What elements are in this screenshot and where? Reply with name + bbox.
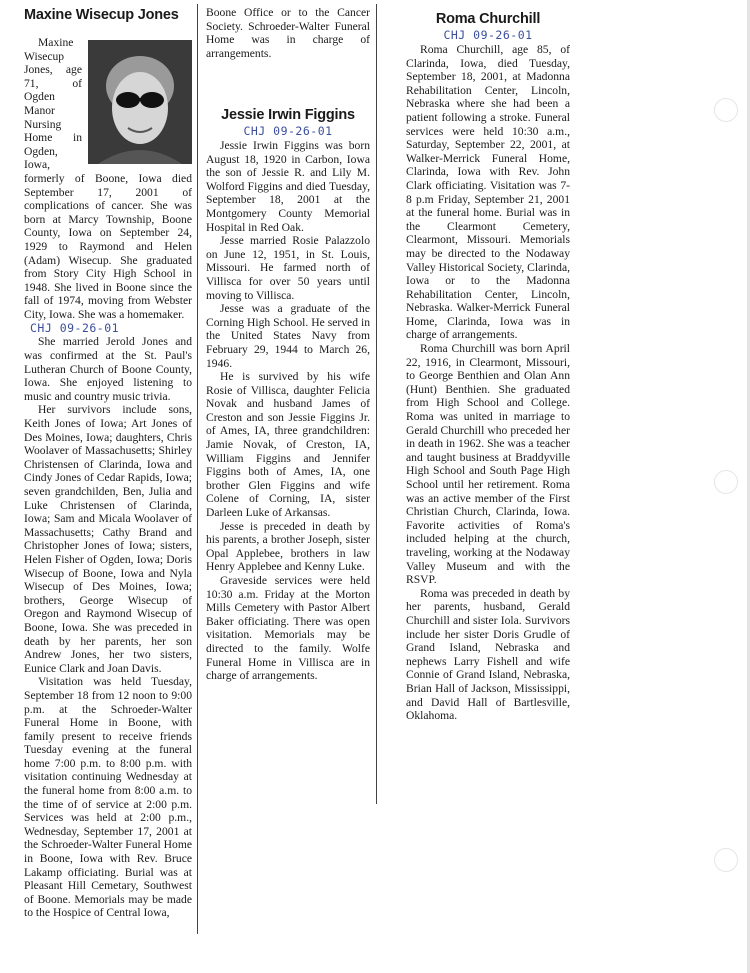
paragraph: Jesse was a graduate of the Corning High School. He served in the United States Navy from February 29, 1944 to March 26, 1946. xyxy=(206,302,370,370)
paragraph: Roma was preceded in death by her parents, husband, Gerald Churchill and sister Iola. Survivors include her sister Doris Grudle of Grand Island, Nebraska and nephews Larry Fishell and wife Connie of Grand Island, Nebraska, Brian Hall of Jackson, Mississippi, and David Hall of Bartlesville, Oklahoma. xyxy=(406,586,570,723)
article-continuation: Boone Office or to the Cancer Society. Schroeder-Walter Funeral Home was in charge of arrangements. xyxy=(206,6,370,60)
handwritten-note: CHJ 09-26-01 xyxy=(30,321,120,336)
paragraph: Roma Churchill was born April 22, 1916, in Clearmont, Missouri, to George Benthien and Olan Ann (Hunt) Benthien. She graduated from High School and College. Roma was united in marriage to Gerald Churchill who preceded her in death in 1962. She was a teacher and taught business at Braddyville High School and South Page High School until her retirement. Roma was an active member of the First Christian Church, Clarinda, Iowa. Favorite activities of Roma's included helping at the church, traveling, working at the Nodaway Valley Museum and with the RSVP. xyxy=(406,342,570,587)
paragraph: Graveside services were held 10:30 a.m. Friday at the Morton Mills Cemetery with Pastor Albert Baker officiating. There was open visitation. Memorials may be directed to the family. Wolfe Funeral Home in Villisca are in charge of arrangements. xyxy=(206,574,370,683)
obituary-roma-churchill xyxy=(406,6,570,723)
binder-hole xyxy=(714,848,738,872)
headline: Roma Churchill xyxy=(435,11,541,27)
binder-hole xyxy=(714,470,738,494)
column-middle xyxy=(206,6,370,683)
headline: Maxine Wisecup Jones xyxy=(24,7,179,23)
paragraph: Visitation was held Tuesday, September 18 from 12 noon to 9:00 p.m. at the Schroeder-Walter Funeral Home in Boone, with family present to receive friends Tuesday evening at the funeral home 7:00 p.m. to 8:00 p.m. with visitation continuing Wednesday at the funeral home from 8:00 a.m. to the time of of service at 2:00 p.m. Services was held at 2:00 p.m., Wednesday, September 17, 2001 at the Schroeder-Walter Funeral Home in Boone, Iowa with Rev. Bruce Lakamp officiating. Burial was at Pleasant Hill Cemetary, Southwest of Boone. Memorials may be made to the Hospice of Central Iowa, xyxy=(24,675,192,920)
obituary-maxine-wisecup-jones xyxy=(24,6,192,920)
paragraph: Jesse is preceded in death by his parents, a brother Joseph, sister Opal Applebee, brothers in law Henry Applebee and Kenny Luke. xyxy=(206,519,370,574)
portrait-photo xyxy=(88,40,192,164)
obituary-jessie-irwin-figgins xyxy=(206,139,370,683)
paragraph: She married Jerold Jones and was confirmed at the St. Paul's Lutheran Church of Boone County, Iowa. She enjoyed listening to music and country music trivia. xyxy=(24,335,192,403)
column-rule xyxy=(197,4,198,934)
headline: Jessie Irwin Figgins xyxy=(221,107,355,123)
paragraph: Roma Churchill, age 85, of Clarinda, Iowa, died Tuesday, September 18, 2001, at Madonna Rehabilitation Center, Lincoln, Nebraska where she had been a patient following a stroke. Funeral services were held 10:30 a.m., Saturday, September 22, 2001, at Walker-Merrick Funeral Home, Clarinda, Iowa with Rev. John Clark officiating. Visitation was 7-8 p.m Friday, September 21, 2001 at the funeral home. Burial was in the Clearmont Cemetery, Clearmont, Missouri. Memorials may be directed to the Nodaway Valley Historical Society, Clarinda, Iowa or to the Madonna Rehabilitation Center, Lincoln, Nebraska. Walker-Merrick Funeral Home, Clarinda, Iowa was in charge of arrangements. xyxy=(406,43,570,342)
handwritten-note: CHJ 09-26-01 xyxy=(243,124,333,138)
paragraph: Jessie Irwin Figgins was born August 18, 1920 in Carbon, Iowa the son of Jessie R. and Lily M. Wolford Figgins and died Tuesday, September 18, 2001 at the Montgomery County Memorial Hospital in Red Oak. xyxy=(206,139,370,234)
paragraph: Her survivors include sons, Keith Jones of Iowa; Art Jones of Des Moines, Iowa; daughters, Chris Woolaver of Massachusetts; Shirley Christensen of Clarinda, Iowa and Cindy Jones of Cedar Rapids, Iowa; seven grandchilden, Ben, Julia and Luke Christensen of Clarinda, Iowa; Sam and Micala Woolaver of Massachusetts; Cathy Brand and Christopher Jones of Iowa; sisters, Helen Fisher of Ogden, Iowa; Doris Wisecup of Boone, Iowa and Nyla Wisecup of Des Moines, Iowa; brothers, George Wisecup of Oregon and Raymond Wisecup of Boone, Iowa. She was preceded in death by her parents, her son Andrew Jones, her two sisters, Eunice Clark and Joan Davis. xyxy=(24,403,192,675)
handwritten-note: CHJ 09-26-01 xyxy=(443,28,533,42)
paragraph: He is survived by his wife Rosie of Villisca, daughter Felicia Novak and husband James of Creston and son Jessie Figgins Jr. of Ames, IA, three grandchildren: Jamie Novak, of Creston, IA, William Figgins and Jennifer Figgins both of Ames, IA, one brother Glen Figgins and wife Colene of Corning, IA, sister Darleen Luke of Arkansas. xyxy=(206,370,370,520)
binder-hole xyxy=(714,98,738,122)
column-rule xyxy=(376,4,377,804)
paragraph: Jesse married Rosie Palazzolo on June 12, 1951, in St. Louis, Missouri. He farmed north of Villisca for over 50 years until moving to Villisca. xyxy=(206,234,370,302)
paragraph: Maxine Wisecup Jones, age 71, of Ogden Manor Nursing Home in Ogden, Iowa, formerly of Boone, Iowa died September 17, 2001 of complications of cancer. She was born at Marcy Township, Boone County, Iowa on September 24, 1929 to Raymond and Helen (Adam) Wisecup. She graduated from Story City High School in 1948. She lived in Boone since the fall of 1974, moving from Webster City, Iowa. She was a homemaker. xyxy=(24,36,192,321)
